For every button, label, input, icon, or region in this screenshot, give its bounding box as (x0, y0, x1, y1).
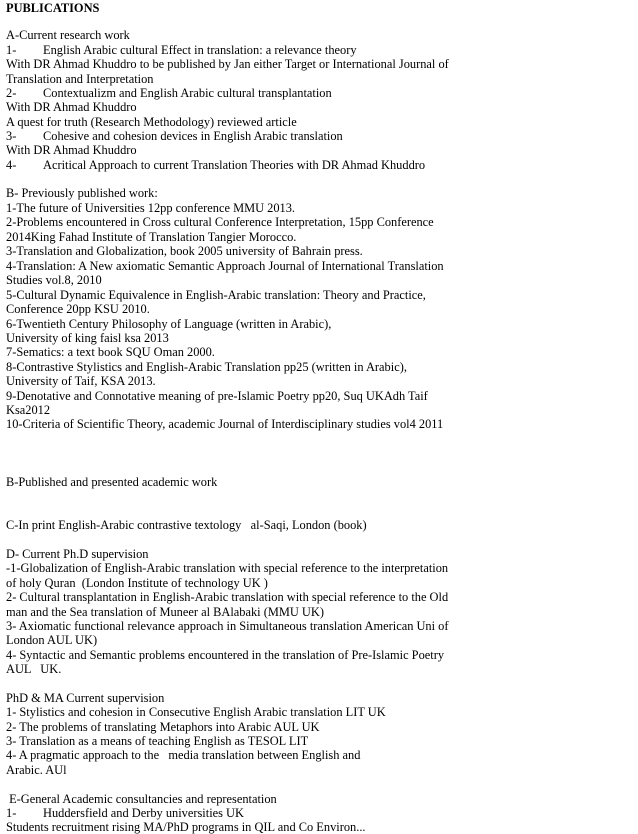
text-line (6, 86, 332, 100)
page-title: PUBLICATIONS (6, 1, 100, 15)
line-text: 3- Axiomatic functional relevance approach in Simultaneous translation American Uni of (6, 619, 449, 633)
list-number: 2- (6, 86, 17, 100)
line-text: 3-Translation and Globalization, book 2005 university of Bahrain press. (6, 244, 363, 258)
text-line (6, 605, 324, 619)
text-line (6, 43, 357, 57)
line-text: 3- Translation as a means of teaching English as TESOL LIT (6, 734, 309, 748)
line-text: Conference 20pp KSU 2010. (6, 302, 150, 316)
text-line (6, 662, 61, 676)
text-line (6, 518, 367, 532)
text-line (6, 417, 443, 431)
line-text: -1-Globalization of English-Arabic translation with special reference to the interpretation (6, 561, 449, 575)
line-text: 5-Cultural Dynamic Equivalence in English-Arabic translation: Theory and Practice, (6, 288, 426, 302)
line-text: AUL UK. (6, 662, 62, 676)
text-line (6, 259, 444, 273)
line-text: of holy Quran (London Institute of technology UK ) (6, 576, 268, 590)
list-number: 4- (6, 158, 17, 172)
line-text: English Arabic cultural Effect in translation: a relevance theory (43, 43, 357, 57)
line-text: With DR Ahmad Khuddro (6, 143, 137, 157)
line-text: D- Current Ph.D supervision (6, 547, 149, 561)
text-line (6, 720, 320, 734)
text-line (6, 28, 130, 42)
text-line (6, 374, 156, 388)
list-number: 1- (6, 806, 17, 820)
line-text: 4- A pragmatic approach to the media translation between English and (6, 748, 361, 762)
text-line (6, 475, 217, 489)
line-text: With DR Ahmad Khuddro (6, 100, 137, 114)
line-text: 8-Contrastive Stylistics and English-Arabic Translation pp25 (written in Arabic), (6, 360, 407, 374)
line-text: London AUL UK) (6, 633, 98, 647)
line-text: Contextualizm and English Arabic cultural transplantation (43, 86, 332, 100)
line-text: Arabic. AUl (6, 763, 67, 777)
list-number: 3- (6, 129, 17, 143)
text-line (6, 547, 148, 561)
line-text: 4- Syntactic and Semantic problems encountered in the translation of Pre-Islamic Poetry (6, 648, 445, 662)
text-line (6, 331, 169, 345)
text-line (6, 201, 295, 215)
text-line (6, 590, 448, 604)
text-line (6, 186, 158, 200)
line-text: E-General Academic consultancies and representation (6, 792, 277, 806)
text-line (6, 705, 386, 719)
line-text: University of king faisl ksa 2013 (6, 331, 169, 345)
line-text: Acritical Approach to current Translation Theories with DR Ahmad Khuddro (43, 158, 426, 172)
line-text: Cohesive and cohesion devices in English Arabic translation (43, 129, 343, 143)
text-line (6, 317, 331, 331)
text-line (6, 273, 102, 287)
text-line (6, 633, 97, 647)
text-line (6, 576, 268, 590)
line-text: Ksa2012 (6, 403, 51, 417)
list-number: 1- (6, 43, 17, 57)
line-text: PhD & MA Current supervision (6, 691, 165, 705)
line-text: 7-Sematics: a text book SQU Oman 2000. (6, 345, 215, 359)
text-line (6, 244, 363, 258)
text-line (6, 143, 137, 157)
text-line (6, 619, 449, 633)
text-line (6, 360, 407, 374)
text-line (6, 763, 67, 777)
line-text: Studies vol.8, 2010 (6, 273, 102, 287)
text-line (6, 389, 428, 403)
line-text: Translation and Interpretation (6, 72, 154, 86)
text-line (6, 820, 366, 834)
line-text: 4-Translation: A New axiomatic Semantic Approach Journal of International Translation (6, 259, 444, 273)
line-text: man and the Sea translation of Muneer al BAlabaki (MMU UK) (6, 605, 324, 619)
line-text: 1-The future of Universities 12pp conference MMU 2013. (6, 201, 296, 215)
text-line (6, 215, 434, 229)
text-line (6, 734, 308, 748)
line-text: A quest for truth (Research Methodology) reviewed article (6, 115, 297, 129)
text-line (6, 100, 137, 114)
text-line (6, 57, 449, 71)
text-line (6, 806, 244, 820)
line-text: A-Current research work (6, 28, 130, 42)
line-text: C-In print English-Arabic contrastive textology al-Saqi, London (book) (6, 518, 367, 532)
line-text: 10-Criteria of Scientific Theory, academic Journal of Interdisciplinary studies vol4 2011 (6, 417, 444, 431)
line-text: Students recruitment rising MA/PhD programs in QIL and Co Environ... (6, 820, 366, 834)
text-line (6, 129, 343, 143)
text-line (6, 158, 425, 172)
line-text: Huddersfield and Derby universities UK (43, 806, 244, 820)
text-line (6, 648, 444, 662)
text-line (6, 345, 215, 359)
line-text: University of Taif, KSA 2013. (6, 374, 156, 388)
line-text: B-Published and presented academic work (6, 475, 218, 489)
line-text: 2- Cultural transplantation in English-Arabic translation with special reference to the Old (6, 590, 449, 604)
text-line (6, 288, 426, 302)
line-text: 6-Twentieth Century Philosophy of Language (written in Arabic), (6, 317, 332, 331)
line-text: With DR Ahmad Khuddro to be published by Jan either Target or International Journal of (6, 57, 449, 71)
text-line (6, 230, 296, 244)
text-line (6, 748, 360, 762)
line-text: B- Previously published work: (6, 186, 158, 200)
line-text: 1- Stylistics and cohesion in Consecutive English Arabic translation LIT UK (6, 705, 386, 719)
line-text: 2- The problems of translating Metaphors into Arabic AUL UK (6, 720, 320, 734)
text-line (6, 561, 448, 575)
line-text: 2014King Fahad Institute of Translation Tangier Morocco. (6, 230, 297, 244)
line-text: 2-Problems encountered in Cross cultural Conference Interpretation, 15pp Conference (6, 215, 434, 229)
text-line (6, 403, 50, 417)
text-line (6, 691, 164, 705)
text-line (6, 72, 154, 86)
text-line (6, 302, 150, 316)
text-line (6, 115, 297, 129)
text-line (6, 792, 277, 806)
line-text: 9-Denotative and Connotative meaning of pre-Islamic Poetry pp20, Suq UKAdh Taif (6, 389, 428, 403)
